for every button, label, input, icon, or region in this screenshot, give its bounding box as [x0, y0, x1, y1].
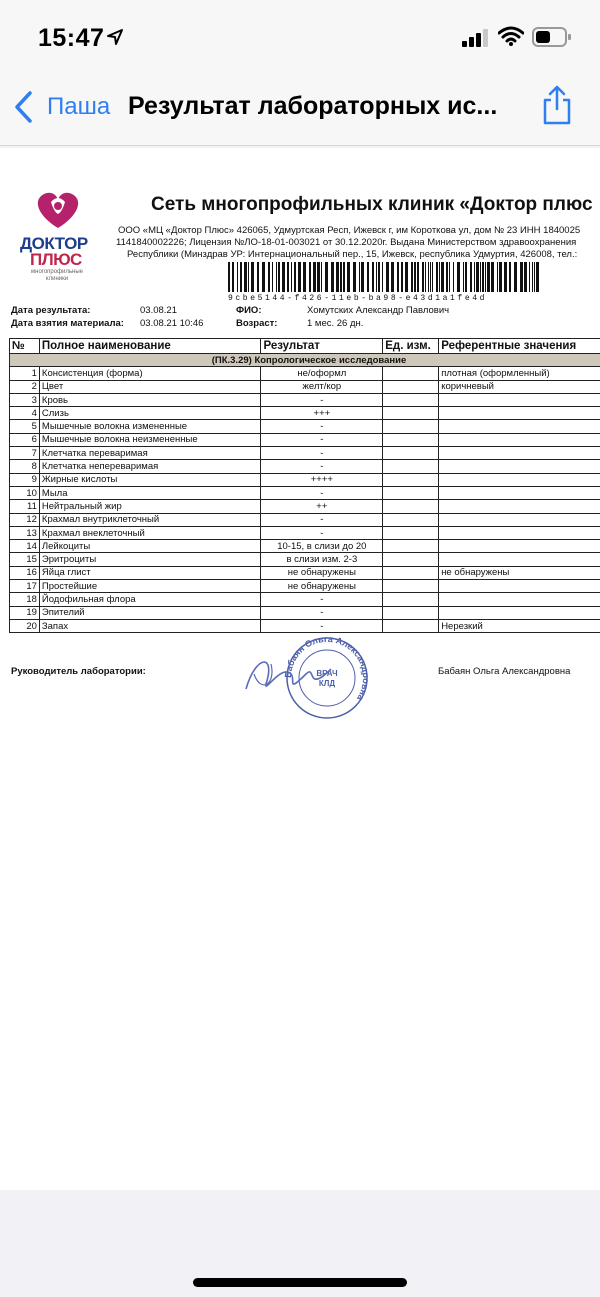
reference-value [439, 513, 600, 526]
reference-value [439, 420, 600, 433]
reference-value [439, 447, 600, 460]
barcode-bar [367, 262, 369, 292]
reference-value [439, 407, 600, 420]
test-name: Запах [39, 619, 261, 632]
barcode-bar [534, 262, 535, 292]
barcode-bar [417, 262, 419, 292]
barcode-bar [425, 262, 426, 292]
stamp-center-line: КЛД [318, 679, 336, 688]
row-number: 20 [10, 619, 40, 632]
row-number: 7 [10, 447, 40, 460]
row-number: 10 [10, 486, 40, 499]
test-name: Йодофильная флора [39, 593, 261, 606]
test-name: Мышечные волокна неизмененные [39, 433, 261, 446]
test-name: Клетчатка переваримая [39, 447, 261, 460]
lab-result-document[interactable] [0, 148, 600, 1190]
reference-value [439, 433, 600, 446]
table-row [10, 433, 600, 446]
barcode-bar [240, 262, 242, 292]
barcode-bar [291, 262, 292, 292]
row-number: 1 [10, 367, 40, 380]
row-number: 6 [10, 433, 40, 446]
org-details-line: ООО «МЦ «Доктор Плюс» 426065, Удмуртская Респ, Ижевск г, им Короткова ул, дом № 23 ИНН 1840025 [118, 225, 581, 236]
row-number: 12 [10, 513, 40, 526]
row-number: 18 [10, 593, 40, 606]
reference-value [439, 540, 600, 553]
reference-value [439, 500, 600, 513]
barcode-bar [325, 262, 328, 292]
row-number: 14 [10, 540, 40, 553]
test-unit [383, 486, 439, 499]
barcode-bar [353, 262, 356, 292]
reference-value [439, 593, 600, 606]
reference-value [439, 606, 600, 619]
barcode-bar [287, 262, 289, 292]
test-name: Лейкоциты [39, 540, 261, 553]
test-unit [383, 566, 439, 579]
barcode-bar [303, 262, 306, 292]
barcode-bar [340, 262, 342, 292]
barcode-bar [248, 262, 249, 292]
test-unit [383, 500, 439, 513]
barcode-bar [414, 262, 416, 292]
barcode-bar [470, 262, 472, 292]
test-unit [383, 606, 439, 619]
barcode-bar [499, 262, 502, 292]
row-number: 16 [10, 566, 40, 579]
org-details-line: 1141840002226; Лицензия №ЛО-18-01-003021 от 30.12.2020г. Выдана Министерством здравоохранения [116, 237, 577, 248]
test-result: - [261, 526, 383, 539]
test-result: - [261, 420, 383, 433]
barcode-bar [294, 262, 296, 292]
logo-text-doctor: ДОКТОР [20, 234, 88, 253]
test-unit [383, 420, 439, 433]
test-unit [383, 473, 439, 486]
barcode-bar [232, 262, 234, 292]
barcode-bar [457, 262, 460, 292]
wifi-icon [498, 26, 524, 46]
test-result: не обнаружены [261, 566, 383, 579]
barcode-bar [401, 262, 403, 292]
table-row [10, 473, 600, 486]
share-icon[interactable] [540, 84, 574, 126]
barcode-bar [411, 262, 413, 292]
test-result: ++ [261, 500, 383, 513]
navigation-bar [0, 76, 600, 146]
row-number: 4 [10, 407, 40, 420]
barcode-number: 9cbe5144-f426-11eb-ba98-e43d1a1fe4d [228, 294, 488, 303]
test-unit [383, 393, 439, 406]
row-number: 9 [10, 473, 40, 486]
table-row [10, 500, 600, 513]
patient-name-value: Хомутских Александр Павлович [307, 305, 450, 316]
reference-value [439, 486, 600, 499]
barcode-bar [321, 262, 322, 292]
test-name: Жирные кислоты [39, 473, 261, 486]
reference-value [439, 580, 600, 593]
barcode-bar [487, 262, 490, 292]
row-number: 17 [10, 580, 40, 593]
head-of-lab-name: Бабаян Ольга Александровна [438, 666, 571, 677]
age-label: Возраст: [236, 318, 278, 329]
reference-value [439, 526, 600, 539]
doctor-stamp-signature [236, 634, 386, 724]
reference-value [439, 553, 600, 566]
table-row [10, 460, 600, 473]
table-row [10, 619, 600, 632]
test-result: - [261, 393, 383, 406]
reference-value: плотная (оформленный) [439, 367, 600, 380]
barcode-bar [439, 262, 440, 292]
test-unit [383, 540, 439, 553]
lab-results-table [9, 338, 600, 633]
table-row [10, 580, 600, 593]
barcode-bar [524, 262, 527, 292]
battery-icon [532, 26, 572, 48]
barcode-bar [282, 262, 285, 292]
barcode-bar [372, 262, 374, 292]
barcode-bar [343, 262, 345, 292]
table-row [10, 420, 600, 433]
test-name: Яйца глист [39, 566, 261, 579]
row-number: 15 [10, 553, 40, 566]
logo-subtitle: многопрофильные клиники [31, 269, 83, 282]
barcode-bar [309, 262, 311, 292]
test-result: - [261, 593, 383, 606]
test-unit [383, 619, 439, 632]
test-unit [383, 367, 439, 380]
barcode-bar [529, 262, 530, 292]
test-name: Мыла [39, 486, 261, 499]
result-date-label: Дата результата: [11, 305, 91, 316]
table-row [10, 380, 600, 393]
table-row [10, 513, 600, 526]
test-name: Нейтральный жир [39, 500, 261, 513]
test-unit [383, 433, 439, 446]
organization-title: Сеть многопрофильных клиник «Доктор плюс [151, 194, 593, 215]
barcode-bar [244, 262, 247, 292]
barcode-bar [359, 262, 360, 292]
barcode-bar [376, 262, 377, 292]
section-title: (ПК.3.29) Копрологическое исследование [10, 354, 600, 367]
test-result: не обнаружены [261, 580, 383, 593]
row-number: 3 [10, 393, 40, 406]
test-name: Крахмал внеклеточный [39, 526, 261, 539]
row-number: 5 [10, 420, 40, 433]
barcode-bar [378, 262, 380, 292]
barcode-bar [272, 262, 273, 292]
table-row [10, 553, 600, 566]
row-number: 8 [10, 460, 40, 473]
org-details-line: Республики (Минздрав УР: Интернациональный пер., 15, Ижевск, республика Удмуртия, 426008, тел.: [127, 249, 578, 260]
table-row [10, 540, 600, 553]
column-header: Результат [261, 339, 383, 354]
barcode-bar [391, 262, 394, 292]
test-name: Слизь [39, 407, 261, 420]
row-number: 19 [10, 606, 40, 619]
test-name: Простейшие [39, 580, 261, 593]
barcode-bar [257, 262, 259, 292]
barcode-bar [453, 262, 454, 292]
reference-value [439, 473, 600, 486]
column-header: Полное наименование [39, 339, 261, 354]
barcode-bar [536, 262, 539, 292]
test-unit [383, 513, 439, 526]
barcode-bar [463, 262, 464, 292]
reference-value: коричневый [439, 380, 600, 393]
barcode-bar [262, 262, 265, 292]
barcode-bar [237, 262, 238, 292]
barcode-bar [336, 262, 339, 292]
test-result: не/оформл [261, 367, 383, 380]
test-result: - [261, 460, 383, 473]
table-row [10, 407, 600, 420]
barcode-bar [313, 262, 316, 292]
barcode-bar [532, 262, 533, 292]
barcode-bar [476, 262, 479, 292]
column-header: № [10, 339, 40, 354]
result-date-value: 03.08.21 [140, 305, 177, 316]
barcode-bar [268, 262, 270, 292]
barcode-bar [485, 262, 486, 292]
barcode-bar [480, 262, 481, 292]
test-name: Эпителий [39, 606, 261, 619]
test-unit [383, 460, 439, 473]
test-result: - [261, 513, 383, 526]
stamp-ring-text: Бабаян Ольга Александровна [282, 634, 372, 703]
barcode-bar [436, 262, 438, 292]
table-row [10, 486, 600, 499]
table-row [10, 593, 600, 606]
table-row [10, 526, 600, 539]
barcode-bar [382, 262, 383, 292]
test-unit [383, 407, 439, 420]
reference-value [439, 460, 600, 473]
barcode-bar [430, 262, 431, 292]
status-bar [0, 0, 600, 76]
section-row [10, 354, 600, 367]
test-name: Консистенция (форма) [39, 367, 261, 380]
table-row [10, 393, 600, 406]
page-title: Результат лабораторных ис... [128, 92, 498, 120]
logo-text-plus: ПЛЮС [30, 250, 82, 269]
barcode-bar [347, 262, 350, 292]
barcode-bar [397, 262, 399, 292]
barcode-bar [386, 262, 389, 292]
sample-date-value: 03.08.21 10:46 [140, 318, 204, 329]
row-number: 2 [10, 380, 40, 393]
test-unit [383, 593, 439, 606]
clock: 15:47 [38, 24, 105, 52]
reference-value: Нерезкий [439, 619, 600, 632]
test-result: - [261, 447, 383, 460]
age-value: 1 мес. 26 дн. [307, 318, 364, 329]
barcode-bar [446, 262, 448, 292]
test-unit [383, 447, 439, 460]
table-row [10, 367, 600, 380]
back-button[interactable]: Паша [47, 93, 111, 120]
home-indicator[interactable] [193, 1278, 407, 1287]
test-unit [383, 526, 439, 539]
barcode-bar [278, 262, 280, 292]
barcode [228, 262, 543, 292]
barcode-bar [509, 262, 511, 292]
bottom-area [0, 1190, 600, 1297]
table-row [10, 606, 600, 619]
cellular-signal-icon [462, 29, 490, 47]
barcode-bar [441, 262, 444, 292]
test-result: - [261, 619, 383, 632]
test-result: - [261, 433, 383, 446]
barcode-bar [298, 262, 301, 292]
test-unit [383, 380, 439, 393]
barcode-bar [482, 262, 484, 292]
reference-value [439, 393, 600, 406]
barcode-bar [491, 262, 494, 292]
test-result: - [261, 606, 383, 619]
test-result: желт/кор [261, 380, 383, 393]
barcode-bar [276, 262, 277, 292]
barcode-bar [514, 262, 517, 292]
test-result: ++++ [261, 473, 383, 486]
location-arrow-icon [106, 28, 124, 46]
table-row [10, 566, 600, 579]
barcode-bar [474, 262, 475, 292]
chevron-left-icon[interactable] [12, 90, 34, 124]
stamp-center-line: ВРАЧ [316, 669, 338, 678]
barcode-bar [405, 262, 408, 292]
table-row [10, 447, 600, 460]
test-unit [383, 580, 439, 593]
test-name: Кровь [39, 393, 261, 406]
barcode-bar [465, 262, 467, 292]
sample-date-label: Дата взятия материала: [11, 318, 124, 329]
barcode-bar [432, 262, 433, 292]
test-name: Цвет [39, 380, 261, 393]
table-header-row [10, 339, 600, 354]
test-result: +++ [261, 407, 383, 420]
test-result: 10-15, в слизи до 20 [261, 540, 383, 553]
barcode-bar [361, 262, 364, 292]
barcode-bar [317, 262, 320, 292]
barcode-bar [497, 262, 498, 292]
barcode-bar [428, 262, 429, 292]
barcode-bar [504, 262, 507, 292]
barcode-bar [228, 262, 230, 292]
barcode-bar [449, 262, 450, 292]
test-result: в слизи изм. 2-3 [261, 553, 383, 566]
test-name: Эритроциты [39, 553, 261, 566]
barcode-bar [520, 262, 523, 292]
barcode-bar [331, 262, 334, 292]
row-number: 11 [10, 500, 40, 513]
test-result: - [261, 486, 383, 499]
row-number: 13 [10, 526, 40, 539]
test-name: Клетчатка непереваримая [39, 460, 261, 473]
barcode-bar [251, 262, 254, 292]
test-name: Крахмал внутриклеточный [39, 513, 261, 526]
head-of-lab-label: Руководитель лаборатории: [11, 666, 146, 677]
column-header: Ед. изм. [383, 339, 439, 354]
test-name: Мышечные волокна измененные [39, 420, 261, 433]
test-unit [383, 553, 439, 566]
reference-value: не обнаружены [439, 566, 600, 579]
barcode-bar [422, 262, 424, 292]
column-header: Референтные значения [439, 339, 600, 354]
patient-name-label: ФИО: [236, 305, 262, 316]
